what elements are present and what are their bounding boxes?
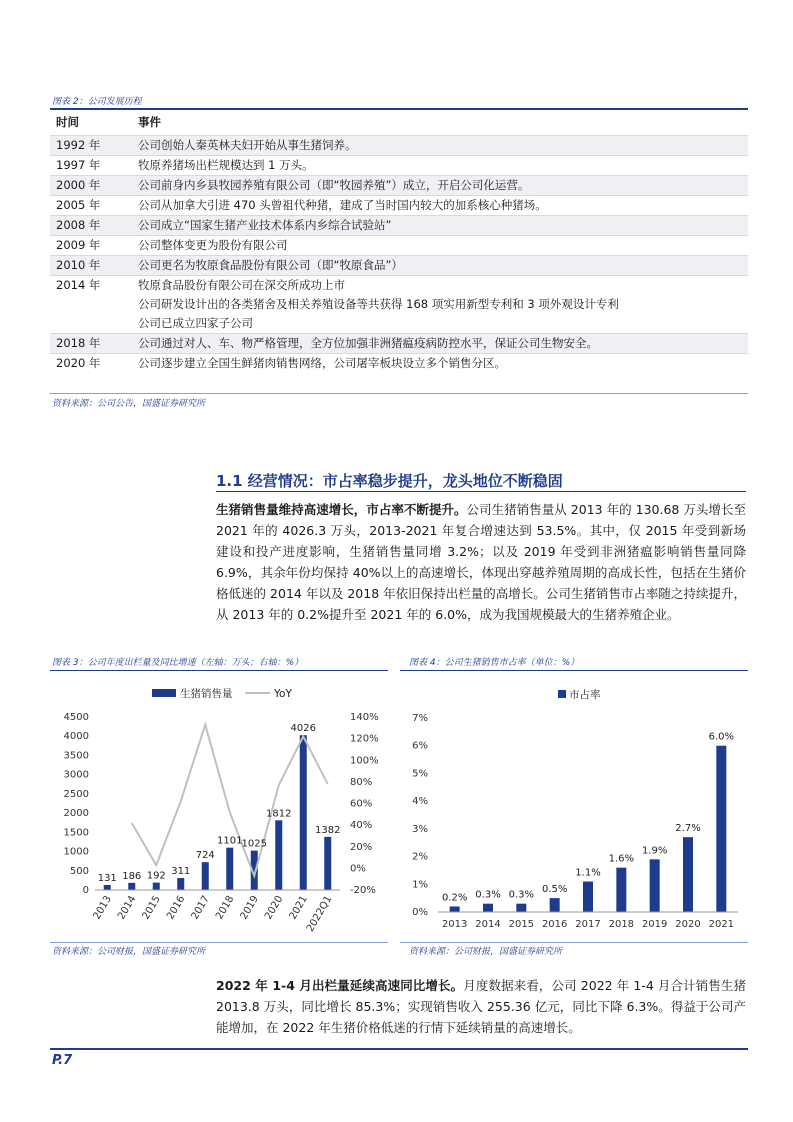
timeline-table	[50, 110, 748, 373]
bar-market-share	[516, 904, 526, 912]
row-event	[132, 216, 748, 236]
bar-data-label: 1.6%	[608, 853, 635, 865]
legend-bar-label: 生猪销售量	[180, 688, 233, 700]
event-line: 公司研发设计出的各类猪舍及相关养殖设备等共获得 168 项实用新型专利和 3 项外观设计专利	[138, 297, 619, 311]
table-row	[50, 354, 748, 374]
row-year: 2000 年	[56, 178, 101, 192]
x-tick-label: 2020	[263, 894, 286, 922]
y-right-tick-label: 60%	[350, 798, 373, 810]
x-tick-label: 2013	[441, 919, 468, 930]
y-left-tick-label: 2000	[63, 808, 89, 820]
bar-sales-volume	[128, 883, 135, 890]
legend-line-label: YoY	[274, 688, 292, 700]
row-event	[132, 256, 748, 276]
bar-sales-volume	[177, 878, 184, 890]
row-year: 2020 年	[56, 356, 101, 370]
y-right-tick-label: 20%	[350, 841, 373, 853]
paragraph-2-body: 月度数据来看，公司 2022 年 1-4 月合计销售生猪 2013.8 万头，同比增长 85.3%；实现销售收入 255.36 亿元，同比下降 6.3%。得益于公司产能增加，在 2022 年生猪价格低迷的行情下延续销量的高速增长。	[216, 978, 747, 1035]
x-tick-label: 2022Q1	[304, 894, 335, 934]
bar-market-share	[450, 906, 460, 912]
bar-data-label: 186	[122, 870, 142, 882]
bar-data-label: 1382	[315, 824, 341, 836]
row-event	[132, 136, 748, 156]
bar-data-label: 0.3%	[508, 889, 535, 901]
y-left-tick-label: 4000	[63, 731, 89, 743]
table-header-row	[50, 110, 748, 136]
bar-data-label: 1.1%	[575, 867, 601, 879]
chart2-top-rule	[400, 670, 748, 671]
table-row	[50, 256, 748, 276]
y-tick-label: 7%	[412, 713, 428, 724]
row-year: 2008 年	[56, 218, 101, 232]
bar-sales-volume	[104, 885, 111, 890]
header-year: 时间	[50, 110, 132, 136]
y-tick-label: 5%	[412, 768, 428, 780]
table-row	[50, 196, 748, 216]
table-row	[50, 276, 748, 334]
row-event	[132, 176, 748, 196]
y-left-tick-label: 500	[69, 865, 89, 877]
x-tick-label: 2014	[116, 894, 139, 922]
y-right-tick-label: 120%	[350, 733, 379, 745]
x-tick-label: 2021	[708, 919, 735, 930]
chart1-top-rule	[50, 670, 388, 671]
x-tick-label: 2017	[189, 894, 212, 922]
y-right-tick-label: 80%	[350, 776, 373, 788]
row-year: 2018 年	[56, 336, 101, 350]
y-tick-label: 0%	[412, 907, 428, 918]
y-right-tick-label: -20%	[350, 885, 376, 896]
table-row	[50, 334, 748, 354]
event-line: 公司从加拿大引进 470 头曾祖代种猪，建成了当时国内较大的加系核心种猪场。	[138, 198, 547, 212]
bar-data-label: 131	[97, 872, 117, 884]
chart2-caption: 图表 4：公司生猪销售市占率（单位：%）	[409, 658, 580, 668]
x-tick-label: 2019	[641, 919, 668, 930]
paragraph-2-lead: 2022 年 1-4 月出栏量延续高速同比增长。	[216, 978, 464, 993]
y-tick-label: 6%	[412, 740, 428, 752]
y-right-tick-label: 0%	[350, 863, 366, 875]
event-line: 公司逐步建立全国生鲜猪肉销售网络，公司屠宰板块设立多个销售分区。	[138, 356, 506, 370]
row-year: 1997 年	[56, 158, 101, 172]
x-tick-label: 2017	[575, 919, 601, 930]
section-title: 1.1 经营情况：市占率稳步提升，龙头地位不断稳固	[216, 472, 563, 490]
legend-share-label: 市占率	[569, 689, 601, 701]
event-line: 公司前身内乡县牧园养殖有限公司（即“牧园养殖”）成立，开启公司化运营。	[138, 178, 530, 192]
event-line: 牧原养猪场出栏规模达到 1 万头。	[138, 158, 314, 172]
bar-sales-volume	[226, 848, 233, 890]
bar-data-label: 1812	[266, 808, 292, 820]
y-left-tick-label: 3500	[63, 750, 89, 762]
x-tick-label: 2015	[508, 919, 535, 930]
x-tick-label: 2014	[475, 919, 501, 930]
event-line: 公司更名为牧原食品股份有限公司（即“牧原食品”）	[138, 258, 403, 272]
bar-data-label: 6.0%	[708, 731, 735, 743]
row-year: 2010 年	[56, 258, 101, 272]
timeline-table-wrap	[50, 110, 748, 373]
x-tick-label: 2013	[91, 894, 114, 922]
x-tick-label: 2021	[287, 894, 310, 922]
chart1-bottom-rule	[50, 942, 388, 943]
x-tick-label: 2016	[165, 894, 188, 922]
y-tick-label: 2%	[412, 851, 428, 863]
bar-market-share	[650, 859, 660, 912]
y-tick-label: 1%	[412, 879, 428, 891]
x-tick-label: 2015	[140, 894, 163, 922]
row-year: 2009 年	[56, 238, 101, 252]
x-tick-label: 2018	[214, 894, 237, 922]
bar-data-label: 0.5%	[541, 884, 568, 896]
bar-market-share	[583, 882, 593, 912]
section-title-underline	[216, 491, 746, 492]
bar-sales-volume	[324, 837, 331, 890]
bar-data-label: 0.2%	[441, 892, 468, 904]
bar-data-label: 724	[195, 850, 215, 862]
bar-sales-volume	[300, 735, 307, 890]
bar-data-label: 192	[146, 870, 166, 882]
bar-sales-volume	[153, 883, 160, 890]
row-event	[132, 354, 748, 374]
row-year: 1992 年	[56, 138, 101, 152]
event-line: 公司已成立四家子公司	[138, 316, 253, 330]
event-line: 牧原食品股份有限公司在深交所成功上市	[138, 278, 345, 292]
table-row	[50, 176, 748, 196]
row-event	[132, 156, 748, 176]
y-left-tick-label: 1500	[63, 827, 89, 839]
row-event	[132, 276, 748, 334]
y-left-tick-label: 4500	[63, 712, 89, 723]
chart2-bar-chart	[400, 672, 748, 940]
row-event	[132, 236, 748, 256]
bar-data-label: 2.7%	[675, 823, 701, 835]
bar-sales-volume	[275, 820, 282, 890]
header-event: 事件	[132, 110, 748, 136]
y-tick-label: 3%	[412, 823, 428, 835]
chart2-source: 资料来源：公司财报，国盛证券研究所	[409, 947, 563, 957]
y-right-tick-label: 40%	[350, 820, 373, 832]
bar-market-share	[550, 898, 560, 912]
x-tick-label: 2018	[608, 919, 635, 930]
page-number: P.7	[52, 1053, 73, 1068]
chart2-bottom-rule	[400, 942, 748, 943]
y-left-tick-label: 3000	[63, 769, 89, 781]
bar-market-share	[716, 746, 726, 912]
bar-data-label: 311	[171, 866, 191, 878]
legend-bar-swatch	[152, 689, 176, 697]
event-line: 公司通过对人、车、物严格管理，全方位加强非洲猪瘟疫病防控水平，保证公司生物安全。	[138, 336, 598, 350]
bar-data-label: 0.3%	[475, 889, 501, 901]
table-row	[50, 156, 748, 176]
bar-data-label: 1101	[217, 835, 243, 847]
event-line: 公司创始人秦英林夫妇开始从事生猪饲养。	[138, 138, 357, 152]
paragraph-2	[216, 975, 746, 1038]
paragraph-1	[216, 499, 746, 625]
table-source: 资料来源：公司公告，国盛证券研究所	[52, 399, 206, 409]
bar-data-label: 1025	[241, 838, 267, 850]
row-event	[132, 196, 748, 216]
y-right-tick-label: 100%	[350, 755, 379, 767]
event-line: 公司成立“国家生猪产业技术体系内乡综合试验站”	[138, 218, 392, 232]
y-right-tick-label: 140%	[350, 712, 379, 723]
bar-sales-volume	[202, 862, 209, 890]
bar-data-label: 1.9%	[641, 845, 668, 857]
chart1-caption: 图表 3：公司年度出栏量及同比增速（左轴：万头；右轴：%）	[52, 658, 304, 668]
x-tick-label: 2016	[541, 919, 568, 930]
paragraph-1-lead: 生猪销售量维持高速增长，市占率不断提升。	[216, 502, 467, 517]
table-row	[50, 236, 748, 256]
bar-market-share	[616, 868, 626, 912]
paragraph-1-body: 公司生猪销售量从 2013 年的 130.68 万头增长至 2021 年的 4026.3 万头，2013-2021 年复合增速达到 53.5%。其中，仅 2015 年受到新场建设和投产进度影响，生猪销售量同增 3.2%；以及 2019 年受到非洲猪瘟影响销售量同降 6.9%，其余年份均保持 40%以上的高速增长，体现出穿越养殖周期的高成长性，包括在生猪价格低迷的 2014 年以及 2018 年依旧保持出栏量的高增长。公司生猪销售市占率随之持续提升，从 2013 年的 0.2%提升至 2021 年的 6.0%，成为我国规模最大的生猪养殖企业。	[216, 502, 746, 622]
y-left-tick-label: 0	[82, 885, 89, 896]
bar-data-label: 4026	[290, 723, 316, 735]
row-event	[132, 334, 748, 354]
x-tick-label: 2019	[238, 894, 261, 922]
x-tick-label: 2020	[675, 919, 701, 930]
table-row	[50, 216, 748, 236]
bar-market-share	[483, 904, 493, 912]
footer-rule	[50, 1048, 748, 1050]
row-year: 2014 年	[56, 278, 101, 292]
table-row	[50, 136, 748, 156]
y-left-tick-label: 1000	[63, 846, 89, 858]
table-bottom-rule	[50, 393, 748, 394]
y-left-tick-label: 2500	[63, 788, 89, 800]
chart1-source: 资料来源：公司财报，国盛证券研究所	[52, 947, 206, 957]
row-year: 2005 年	[56, 198, 101, 212]
bar-market-share	[683, 837, 693, 912]
chart1-bar-line-chart	[50, 672, 395, 940]
y-tick-label: 4%	[412, 796, 428, 808]
legend-share-swatch	[558, 690, 566, 698]
event-line: 公司整体变更为股份有限公司	[138, 238, 288, 252]
table-caption: 图表 2：公司发展历程	[52, 97, 142, 107]
